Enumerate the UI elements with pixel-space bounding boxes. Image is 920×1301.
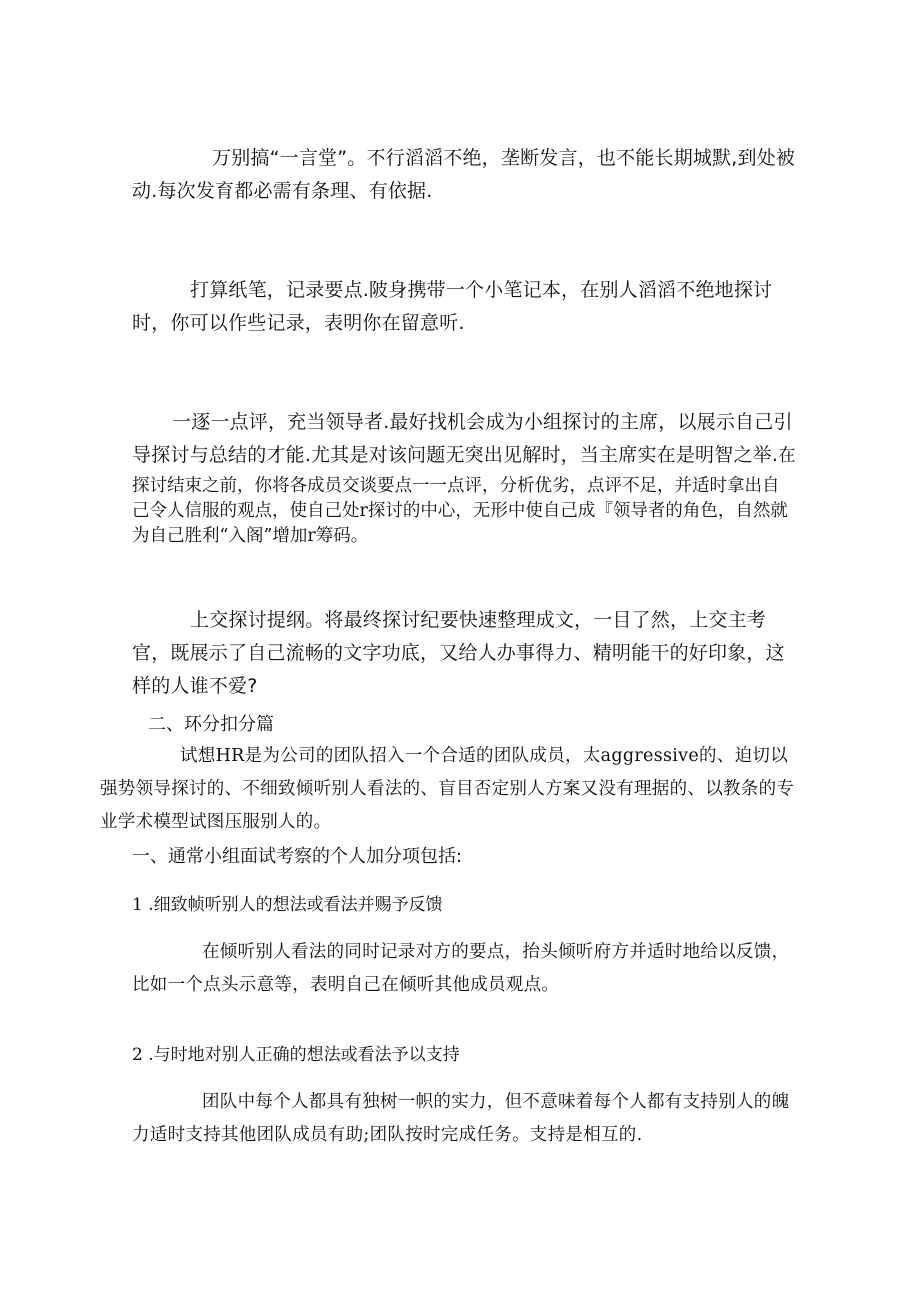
paragraph-submit-outline: 上交探讨提纲。将最终探讨纪要快速整理成文，一目了然，上交主考官，既展示了自己流畅的文字功底，又给人办事得力、精明能干的好印象，这样的人谁不爱? [132, 609, 785, 697]
list-item-body-2: 团队中每个人都具有独树一帜的实力，但不意味着每个人都有支持别人的魄力适时支持其他团队成员有助;团队按时完成任务。支持是相互的. [132, 1092, 790, 1145]
paragraph-act-as-leader [132, 406, 796, 547]
paragraph-act-as-leader-sans: 一逐一点评，充当领导者.最好找机会成为小组探讨的主席，以展示自己引导探讨与总结的才能.尤其是对该问题无突出见解时，当主席实在是明智之举. [132, 411, 793, 466]
list-item-body-1: 在倾听别人看法的同时记录对方的要点，抬头倾听府方并适时地给以反馈，比如一个点头示意等，表明自己在倾听其他成员观点。 [132, 942, 790, 995]
list-item-title-1: 1 .细致帧听别人的想法或看法并赐予反馈 [132, 895, 443, 915]
section-heading-deductions: 二、环分扣分篇 [148, 714, 274, 735]
section-heading-bonus-items: 一、通常小组面试考察的个人加分项包括: [132, 846, 463, 867]
paragraph-take-notes: 打算纸笔，记录要点.陂身携带一个小笔记本，在别人滔滔不绝地探讨时，你可以作些记录，表明你在留意听. [132, 279, 773, 334]
paragraph-hr-perspective: 试想HR是为公司的团队招入一个合适的团队成员，太aggressive的、迫切以强势领导探讨的、不细致倾听别人看法的、盲目否定别人方案又没有理据的、以教条的专业学术模型试图压服别人的。 [100, 746, 795, 832]
list-item-title-2: 2 .与时地对别人正确的想法或看法予以支持 [132, 1045, 460, 1065]
paragraph-no-monopoly: 万别搞“一言堂”。不行滔滔不绝，垄断发言，也不能长期城默,到处被动.每次发育都必需有条理、有依据. [132, 147, 796, 202]
paragraph-act-as-leader-serif: 在探讨结束之前，你将各成员交谈要点一一点评，分析优劣，点评不足，并适时拿出自己令人信服的观点，使自己处r探讨的中心，无形中使自己成『领导者的角色，自然就为自己胜利“入阁”增加r筹码。 [132, 446, 796, 546]
